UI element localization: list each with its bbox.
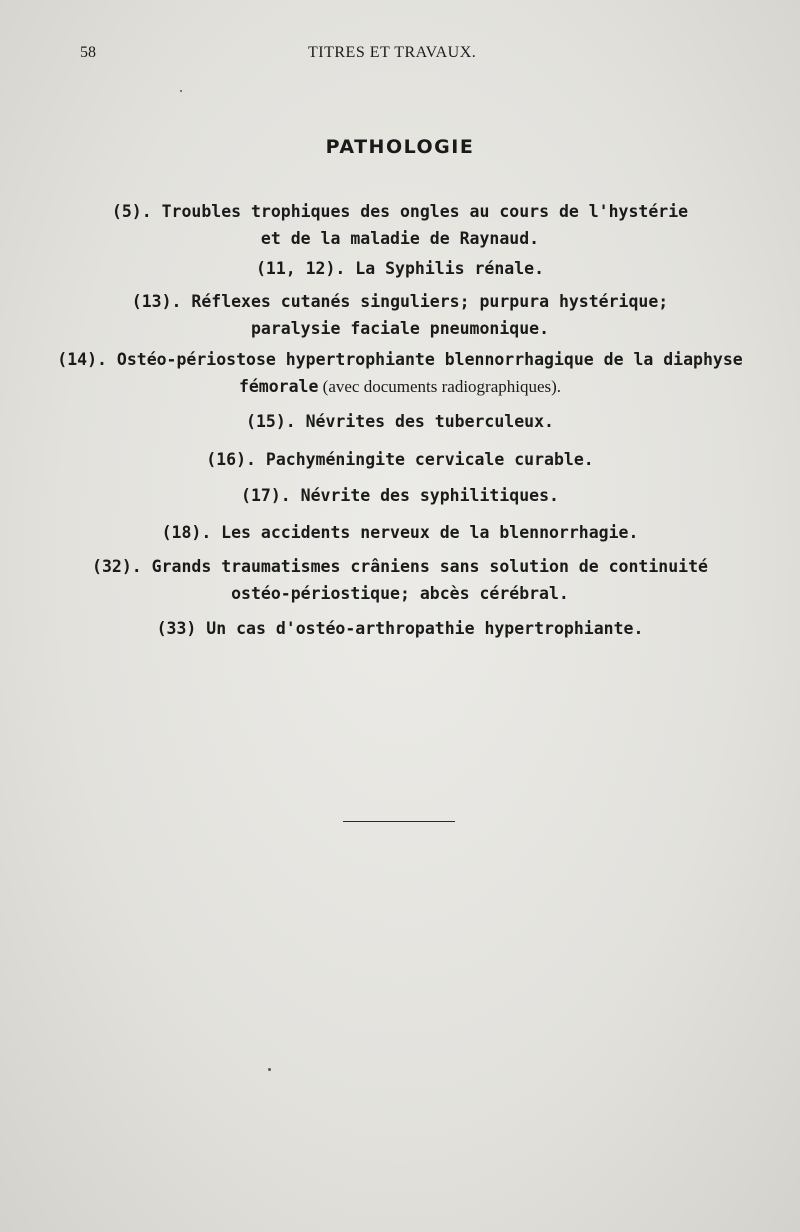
- entry-line: [70, 482, 730, 509]
- entry-text: Pachyméningite cervicale curable.: [255, 450, 594, 469]
- bibliography-entry-16: [70, 446, 730, 473]
- entry-text: Les accidents nerveux de la blennorrhagie.: [211, 523, 639, 542]
- entry-text: Grands traumatismes crâniens sans solution de continuité: [141, 557, 708, 576]
- entry-ref: (5).: [111, 202, 152, 221]
- entry-line: [40, 346, 760, 373]
- entry-ref: (18).: [161, 523, 212, 542]
- entry-line: [70, 446, 730, 473]
- section-title: PATHOLOGIE: [325, 136, 475, 158]
- entry-ref: (33): [156, 619, 197, 638]
- bibliography-entry-11-12: [70, 255, 730, 282]
- entry-ref: (17).: [241, 486, 291, 505]
- entry-line: [40, 373, 760, 400]
- entry-ref: (16).: [206, 450, 256, 469]
- entry-line: et de la maladie de Raynaud.: [260, 229, 540, 248]
- bibliography-entry-5: [70, 198, 730, 252]
- entry-text: Névrites des tuberculeux.: [295, 412, 554, 431]
- bibliography-entry-15: [70, 408, 730, 435]
- entry-text: Ostéo-périostose hypertrophiante blennorrhagique de la diaphyse: [106, 350, 743, 369]
- bibliography-entry-14: [40, 346, 760, 400]
- bleed-through-texture: [60, 120, 770, 207]
- entry-line: [70, 255, 730, 282]
- entry-line: [70, 288, 730, 315]
- entry-line: [70, 408, 730, 435]
- entry-ref: (11, 12).: [255, 259, 346, 278]
- entry-text: La Syphilis rénale.: [345, 259, 545, 278]
- entry-text: fémorale: [238, 377, 319, 396]
- bibliography-entry-32: [70, 553, 730, 607]
- entry-line: ostéo-périostique; abcès cérébral.: [231, 584, 569, 603]
- entry-ref: (13).: [131, 292, 182, 311]
- print-speck: [180, 90, 182, 92]
- entry-line: [70, 198, 730, 225]
- entry-text: Un cas d'ostéo-arthropathie hypertrophiante.: [196, 619, 644, 638]
- running-title: TITRES ET TRAVAUX.: [308, 44, 477, 61]
- entry-line: [70, 615, 730, 642]
- bibliography-entry-13: [70, 288, 730, 342]
- entry-line: paralysie faciale pneumonique.: [250, 319, 549, 338]
- entry-ref: (15).: [246, 412, 296, 431]
- entry-text: Réflexes cutanés singuliers; purpura hystérique;: [181, 292, 669, 311]
- bibliography-entry-17: [70, 482, 730, 509]
- entry-ref: (14).: [57, 350, 107, 369]
- page-number: 58: [80, 44, 96, 61]
- entry-text: Troubles trophiques des ongles au cours de l'hystérie: [151, 202, 689, 221]
- entry-ref: (32).: [92, 557, 142, 576]
- page-header: [0, 44, 800, 74]
- entry-text: Névrite des syphilitiques.: [290, 486, 559, 505]
- bibliography-entry-18: [70, 519, 730, 546]
- bibliography-entry-33: [70, 615, 730, 642]
- section-end-rule: [343, 821, 455, 822]
- entry-line: [70, 553, 730, 580]
- entry-note: (avec documents radiographiques).: [318, 377, 562, 396]
- entry-line: [70, 519, 730, 546]
- print-speck: [268, 1068, 271, 1071]
